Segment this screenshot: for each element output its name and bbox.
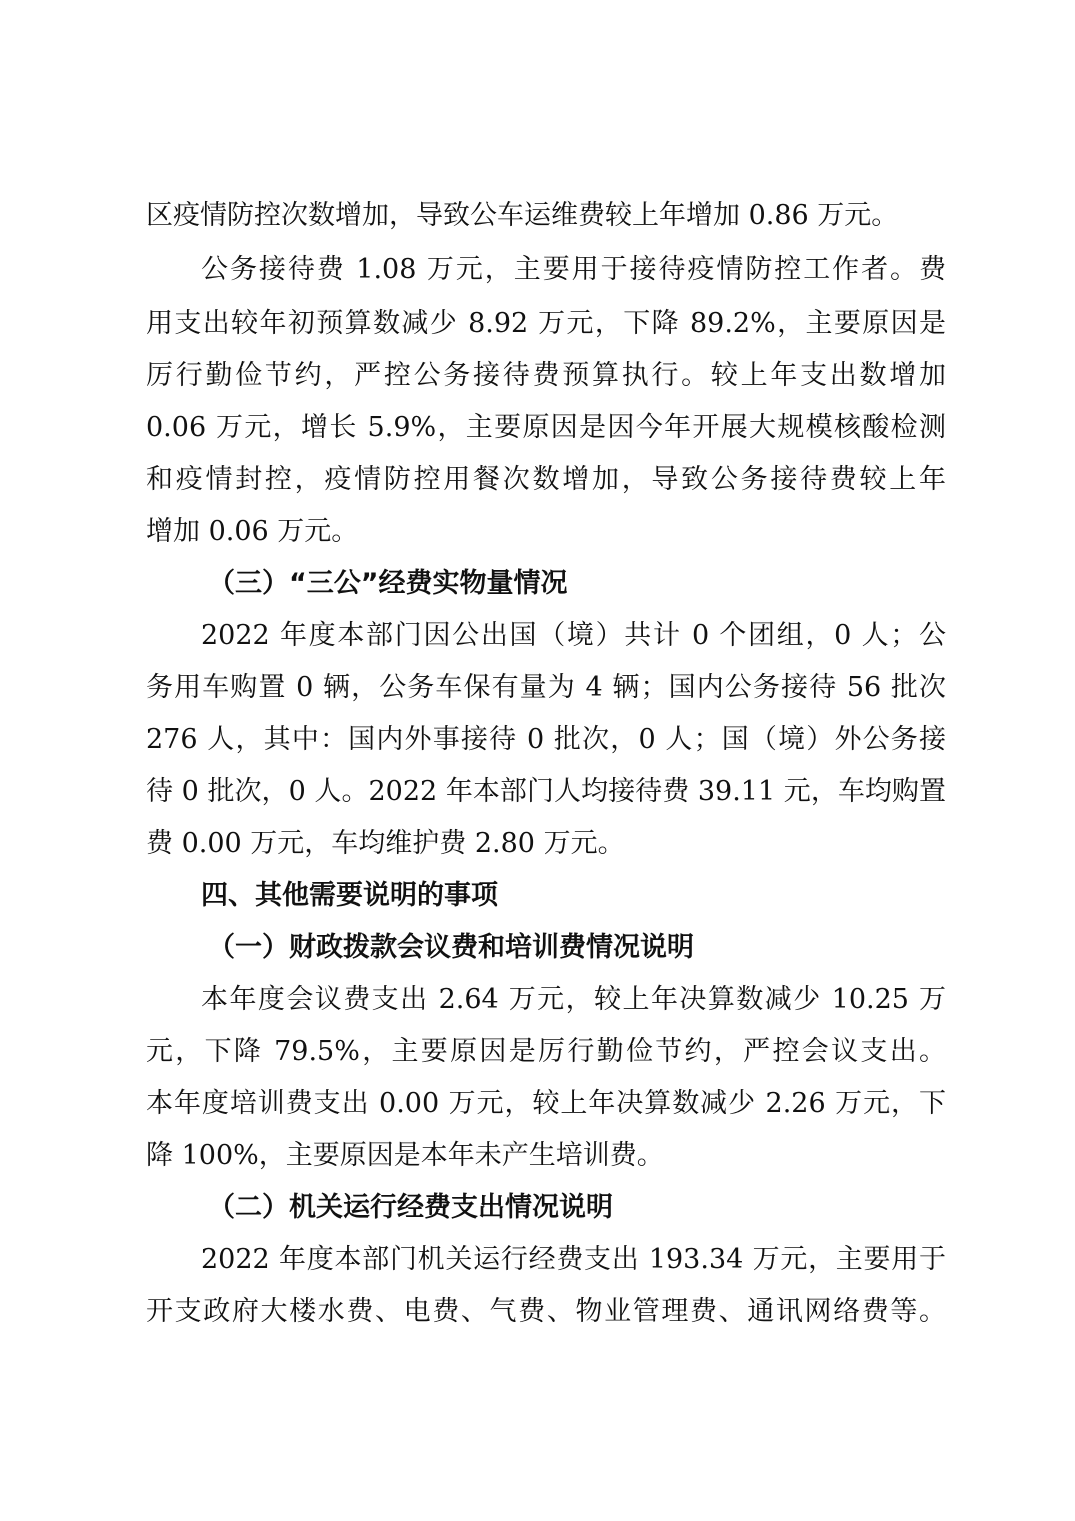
paragraph-line: 费 0.00 万元，车均维护费 2.80 万元。 bbox=[146, 828, 625, 859]
paragraph-line: 0.06 万元，增长 5.9%，主要原因是因今年开展大规模核酸检测 bbox=[146, 412, 946, 443]
paragraph-line: 区疫情防控次数增加，导致公车运维费较上年增加 0.86 万元。 bbox=[146, 200, 899, 231]
paragraph-line: 用支出较年初预算数减少 8.92 万元，下降 89.2%，主要原因是 bbox=[146, 308, 946, 339]
section-heading: （三）“三公”经费实物量情况 bbox=[208, 568, 568, 599]
paragraph-line: 本年度培训费支出 0.00 万元，较上年决算数减少 2.26 万元，下 bbox=[146, 1088, 946, 1119]
paragraph-line: 降 100%，主要原因是本年未产生培训费。 bbox=[146, 1140, 664, 1171]
paragraph-line: 本年度会议费支出 2.64 万元，较上年决算数减少 10.25 万 bbox=[201, 984, 946, 1015]
paragraph-line: 开支政府大楼水费、电费、气费、物业管理费、通讯网络费等。 bbox=[146, 1296, 946, 1327]
paragraph-line: 厉行勤俭节约，严控公务接待费预算执行。较上年支出数增加 bbox=[146, 360, 946, 391]
paragraph-line: 276 人，其中：国内外事接待 0 批次，0 人；国（境）外公务接 bbox=[146, 724, 946, 755]
paragraph-line: 和疫情封控，疫情防控用餐次数增加，导致公务接待费较上年 bbox=[146, 464, 946, 495]
paragraph-line: 务用车购置 0 辆，公务车保有量为 4 辆；国内公务接待 56 批次 bbox=[146, 672, 946, 703]
paragraph-line: 待 0 批次，0 人。2022 年本部门人均接待费 39.11 元，车均购置 bbox=[146, 776, 946, 807]
section-heading: （二）机关运行经费支出情况说明 bbox=[208, 1192, 613, 1223]
section-heading: （一）财政拨款会议费和培训费情况说明 bbox=[208, 932, 694, 963]
paragraph-line: 公务接待费 1.08 万元，主要用于接待疫情防控工作者。费 bbox=[201, 254, 946, 285]
paragraph-line: 增加 0.06 万元。 bbox=[146, 516, 359, 547]
section-heading: 四、其他需要说明的事项 bbox=[201, 880, 498, 911]
paragraph-line: 2022 年度本部门因公出国（境）共计 0 个团组，0 人；公 bbox=[201, 620, 946, 651]
paragraph-line: 2022 年度本部门机关运行经费支出 193.34 万元，主要用于 bbox=[201, 1244, 946, 1275]
paragraph-line: 元，下降 79.5%，主要原因是厉行勤俭节约，严控会议支出。 bbox=[146, 1036, 946, 1067]
